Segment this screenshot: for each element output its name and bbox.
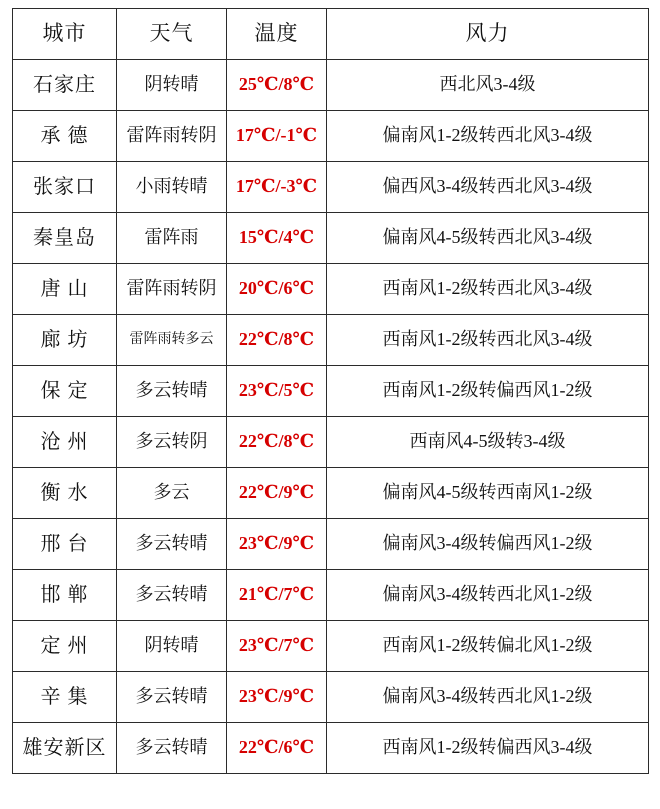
cell-wind: 偏南风4-5级转西南风1-2级 — [327, 468, 649, 519]
table-row — [13, 570, 649, 621]
table-row — [13, 111, 649, 162]
cell-city: 秦皇岛 — [13, 213, 117, 264]
cell-weather: 阴转晴 — [117, 621, 227, 672]
cell-wind: 偏南风1-2级转西北风3-4级 — [327, 111, 649, 162]
cell-temperature: 17℃/-1℃ — [227, 111, 327, 162]
cell-weather: 多云转晴 — [117, 672, 227, 723]
cell-wind: 偏南风3-4级转偏西风1-2级 — [327, 519, 649, 570]
table-row — [13, 519, 649, 570]
cell-wind: 偏南风3-4级转西北风1-2级 — [327, 570, 649, 621]
cell-weather: 多云转晴 — [117, 570, 227, 621]
cell-temperature: 17℃/-3℃ — [227, 162, 327, 213]
cell-weather: 多云转晴 — [117, 366, 227, 417]
cell-temperature: 25℃/8℃ — [227, 60, 327, 111]
cell-temperature: 15℃/4℃ — [227, 213, 327, 264]
table-header — [13, 9, 649, 60]
cell-city: 邢 台 — [13, 519, 117, 570]
cell-city: 张家口 — [13, 162, 117, 213]
table-row — [13, 672, 649, 723]
table-row — [13, 315, 649, 366]
table-row — [13, 621, 649, 672]
weather-forecast-table — [12, 8, 649, 774]
table-row — [13, 366, 649, 417]
cell-wind: 偏南风4-5级转西北风3-4级 — [327, 213, 649, 264]
table-row — [13, 213, 649, 264]
cell-wind: 西南风1-2级转偏西风1-2级 — [327, 366, 649, 417]
table-body — [13, 60, 649, 774]
cell-temperature: 22℃/8℃ — [227, 417, 327, 468]
cell-temperature: 23℃/5℃ — [227, 366, 327, 417]
cell-city: 石家庄 — [13, 60, 117, 111]
cell-wind: 西南风4-5级转3-4级 — [327, 417, 649, 468]
cell-weather: 多云转晴 — [117, 519, 227, 570]
cell-temperature: 23℃/9℃ — [227, 672, 327, 723]
cell-city: 衡 水 — [13, 468, 117, 519]
cell-city: 承 德 — [13, 111, 117, 162]
cell-weather: 小雨转晴 — [117, 162, 227, 213]
cell-wind: 西南风1-2级转西北风3-4级 — [327, 315, 649, 366]
table-row — [13, 723, 649, 774]
cell-temperature: 23℃/7℃ — [227, 621, 327, 672]
cell-weather: 雷阵雨转阴 — [117, 111, 227, 162]
cell-wind: 偏西风3-4级转西北风3-4级 — [327, 162, 649, 213]
table-row — [13, 60, 649, 111]
table-row — [13, 264, 649, 315]
cell-city: 廊 坊 — [13, 315, 117, 366]
cell-city: 定 州 — [13, 621, 117, 672]
cell-wind: 西南风1-2级转偏西风3-4级 — [327, 723, 649, 774]
column-header-temperature: 温度 — [227, 9, 327, 60]
cell-weather: 阴转晴 — [117, 60, 227, 111]
cell-city: 雄安新区 — [13, 723, 117, 774]
column-header-weather: 天气 — [117, 9, 227, 60]
cell-temperature: 20℃/6℃ — [227, 264, 327, 315]
cell-wind: 西南风1-2级转偏北风1-2级 — [327, 621, 649, 672]
cell-weather: 多云转晴 — [117, 723, 227, 774]
cell-temperature: 23℃/9℃ — [227, 519, 327, 570]
cell-weather: 多云转阴 — [117, 417, 227, 468]
column-header-wind: 风力 — [327, 9, 649, 60]
cell-weather: 多云 — [117, 468, 227, 519]
cell-city: 唐 山 — [13, 264, 117, 315]
cell-wind: 偏南风3-4级转西北风1-2级 — [327, 672, 649, 723]
column-header-city: 城市 — [13, 9, 117, 60]
cell-city: 邯 郸 — [13, 570, 117, 621]
table-header-row — [13, 9, 649, 60]
cell-temperature: 22℃/8℃ — [227, 315, 327, 366]
cell-temperature: 22℃/9℃ — [227, 468, 327, 519]
cell-temperature: 22℃/6℃ — [227, 723, 327, 774]
table-row — [13, 468, 649, 519]
cell-city: 保 定 — [13, 366, 117, 417]
cell-wind: 西北风3-4级 — [327, 60, 649, 111]
cell-wind: 西南风1-2级转西北风3-4级 — [327, 264, 649, 315]
cell-weather: 雷阵雨转多云 — [117, 315, 227, 366]
table-row — [13, 162, 649, 213]
cell-city: 辛 集 — [13, 672, 117, 723]
cell-weather: 雷阵雨转阴 — [117, 264, 227, 315]
cell-city: 沧 州 — [13, 417, 117, 468]
table-row — [13, 417, 649, 468]
cell-weather: 雷阵雨 — [117, 213, 227, 264]
cell-temperature: 21℃/7℃ — [227, 570, 327, 621]
